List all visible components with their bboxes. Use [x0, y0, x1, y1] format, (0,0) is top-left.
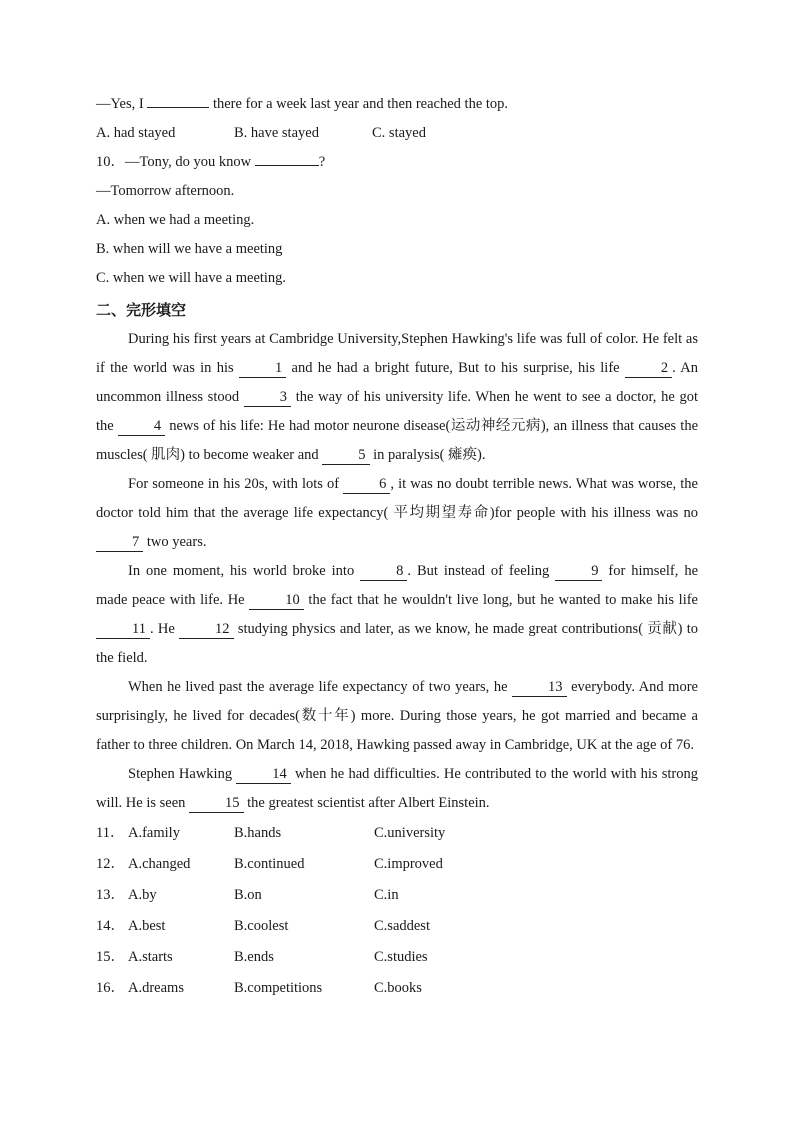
question-row [96, 973, 698, 1004]
option-a: A.family [128, 825, 180, 841]
q10-option-b: B. when will we have a meeting [96, 241, 283, 257]
q9-option-b: B. have stayed [234, 125, 319, 141]
passage-paragraph-3 [96, 557, 698, 673]
passage-text: for himself, he made peace with life. He [96, 563, 699, 608]
question-row [96, 942, 698, 973]
cloze-blank-6: 6 [343, 476, 390, 494]
exam-page [96, 90, 698, 1004]
question-number: 14． [96, 918, 125, 934]
passage-text: . He [149, 621, 180, 637]
cloze-blank-12: 12 [179, 621, 234, 639]
passage-text: the fact that he wouldn't live long, but he wanted to make his life [303, 592, 698, 608]
q9-answer-prefix: —Yes, I [96, 96, 144, 112]
option-c: C.in [374, 887, 399, 903]
passage-text: when he had difficulties. He contributed to the world with his strong will. He is seen [96, 766, 699, 811]
option-c: C.studies [374, 949, 428, 965]
passage-paragraph-5 [96, 760, 698, 818]
option-c: C.university [374, 825, 446, 841]
passage-text: the way of his university life. When he went to see a doctor, he got the [96, 389, 698, 434]
passage-text: two years. [143, 534, 207, 550]
passage-text: For someone in his 20s, with lots of [128, 476, 344, 492]
question-number: 16． [96, 980, 125, 996]
option-a: A.dreams [128, 980, 184, 996]
q10-prefix: 10．—Tony, do you know [96, 154, 252, 170]
q10-option-c: C. when we will have a meeting. [96, 270, 287, 286]
option-b: B.competitions [234, 980, 323, 996]
option-c: C.improved [374, 856, 443, 872]
option-c: C.books [374, 980, 422, 996]
passage-text: Stephen Hawking [128, 766, 237, 782]
cloze-blank-8: 8 [360, 563, 407, 581]
q9-option-c: C. stayed [372, 125, 426, 141]
option-a: A.starts [128, 949, 173, 965]
passage-text: the greatest scientist after Albert Einstein. [243, 795, 490, 811]
question-row [96, 849, 698, 880]
cloze-blank-5: 5 [322, 447, 369, 465]
q10-option-a: A. when we had a meeting. [96, 212, 255, 228]
question-options-list [96, 818, 698, 1004]
q9-options [96, 119, 698, 148]
option-a: A.best [128, 918, 166, 934]
passage-text: and he had a bright future, But to his surprise, his life [286, 360, 625, 376]
cloze-blank-4: 4 [118, 418, 165, 436]
cloze-blank-14: 14 [236, 766, 291, 784]
passage-paragraph-1 [96, 325, 698, 470]
question-number: 11． [96, 825, 125, 841]
option-a: A.by [128, 887, 157, 903]
cloze-blank-1: 1 [239, 360, 286, 378]
cloze-blank-2: 2 [625, 360, 672, 378]
passage-text: everybody. And more surprisingly, he lived for decades(数十年) more. During those years, he got married and became a father to three children. On March 14, 2018, Hawking passed away in Cambridge, UK at the age of 76. [96, 679, 698, 753]
q9-answer-suffix: there for a week last year and then reached the top. [212, 96, 509, 112]
option-b: B.coolest [234, 918, 289, 934]
q9-option-a: A. had stayed [96, 125, 176, 141]
option-b: B.ends [234, 949, 274, 965]
passage-text: . But instead of feeling [407, 563, 556, 579]
cloze-blank-15: 15 [189, 795, 244, 813]
question-number: 15． [96, 949, 125, 965]
option-b: B.hands [234, 825, 282, 841]
cloze-blank-13: 13 [512, 679, 567, 697]
q10-suffix: ? [318, 154, 326, 170]
option-a: A.changed [128, 856, 191, 872]
passage-text: When he lived past the average life expectancy of two years, he [128, 679, 513, 695]
question-row [96, 880, 698, 911]
section-title-cloze: 二、完形填空 [96, 301, 187, 319]
option-b: B.continued [234, 856, 305, 872]
cloze-blank-9: 9 [555, 563, 602, 581]
passage-text: . An uncommon illness stood [96, 360, 699, 405]
question-number: 13． [96, 887, 125, 903]
cloze-blank-3: 3 [244, 389, 291, 407]
cloze-blank-11: 11 [96, 621, 150, 639]
passage-text: in paralysis( 瘫痪). [369, 447, 486, 463]
q10-answer-line: —Tomorrow afternoon. [96, 183, 235, 199]
q10-stem [96, 148, 698, 177]
passage-text: In one moment, his world broke into [128, 563, 361, 579]
question-number: 12． [96, 856, 125, 872]
passage-text: , it was no doubt terrible news. What was worse, the doctor told him that the average life expectancy( 平均期望寿命)for people with his illness was no [96, 476, 698, 521]
passage-text: news of his life: He had motor neurone disease(运动神经元病), an illness that causes the muscles( 肌肉) to become weaker and [96, 418, 699, 463]
q10-blank [255, 148, 319, 166]
passage-text: During his first years at Cambridge University,Stephen Hawking's life was full of color. He felt as if the world was in his [96, 331, 698, 376]
option-c: C.saddest [374, 918, 430, 934]
question-row [96, 911, 698, 942]
passage-paragraph-4 [96, 673, 698, 760]
q9-answer-line [96, 90, 698, 119]
passage-text: studying physics and later, as we know, he made great contributions( 贡献) to the field. [96, 621, 698, 666]
q9-answer-blank [147, 90, 209, 108]
option-b: B.on [234, 887, 262, 903]
passage-paragraph-2 [96, 470, 698, 557]
cloze-blank-10: 10 [249, 592, 304, 610]
cloze-blank-7: 7 [96, 534, 143, 552]
question-row [96, 818, 698, 849]
